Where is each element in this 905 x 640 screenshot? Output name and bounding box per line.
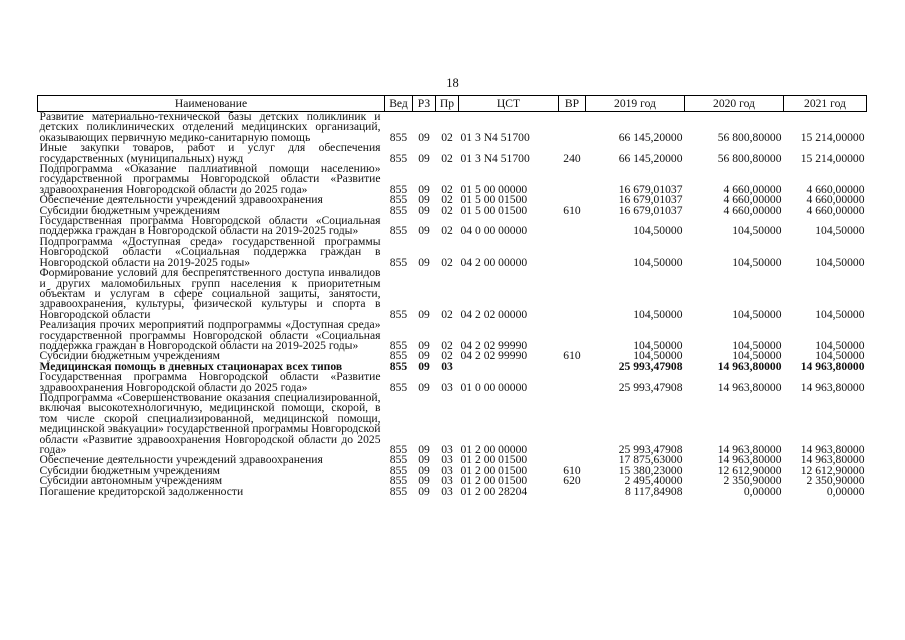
row-rz: 09 <box>418 474 430 488</box>
row-pr: 02 <box>441 182 453 196</box>
row-name: Обеспечение деятельности учреждений здравоохранения <box>39 453 323 467</box>
row-ved: 855 <box>389 224 408 238</box>
header-name: Наименование <box>38 96 385 112</box>
row-value-2020: 56 800,80000 <box>717 151 782 165</box>
row-vr: 620 <box>563 474 581 488</box>
row-pr: 03 <box>441 463 453 477</box>
table-row <box>38 487 867 497</box>
row-cst: 01 3 N4 51700 <box>460 130 530 144</box>
row-rz: 09 <box>418 203 430 217</box>
row-cst <box>459 362 559 372</box>
row-value-2021: 2 350,90000 <box>806 474 865 488</box>
row-value-2021: 14 963,80000 <box>800 453 865 467</box>
row-value-2021: 104,50000 <box>815 349 865 363</box>
row-pr: 02 <box>441 151 453 165</box>
row-cst: 01 2 00 00000 <box>460 443 528 456</box>
row-cst: 01 5 00 01500 <box>460 203 528 217</box>
table-row <box>38 112 867 144</box>
row-cst: 01 2 00 28204 <box>460 484 528 498</box>
row-rz: 09 <box>418 130 430 144</box>
row-name: Субсидии бюджетным учреждениям <box>39 203 220 217</box>
row-name: Субсидии бюджетным учреждениям <box>39 463 220 477</box>
row-name: Иные закупки товаров, работ и услуг для обеспечения государственных (муниципальных) нужд <box>39 141 381 165</box>
row-vr <box>559 372 586 393</box>
header-2019: 2019 год <box>586 96 685 112</box>
row-value-2021: 15 214,00000 <box>800 151 865 165</box>
row-vr <box>559 487 586 497</box>
row-pr: 02 <box>441 130 453 144</box>
row-rz: 09 <box>418 307 430 321</box>
row-value-2020: 104,50000 <box>732 338 782 352</box>
row-value-2021: 104,50000 <box>815 224 865 238</box>
row-value-2020: 0,00000 <box>743 484 782 498</box>
row-value-2019: 104,50000 <box>633 255 683 269</box>
row-pr: 02 <box>441 203 453 217</box>
row-vr <box>559 112 586 144</box>
row-rz: 09 <box>418 463 430 477</box>
row-cst: 01 3 N4 51700 <box>460 151 530 165</box>
row-name: Развитие материально-технической базы детских поликлиник и детских поликлинических отделений медицинских организаций, оказывающих первичную медико-санитарную помощь <box>39 110 381 144</box>
row-pr: 02 <box>441 338 453 352</box>
row-value-2020: 12 612,90000 <box>717 463 782 477</box>
row-name: Подпрограмма «Оказание паллиативной помощи населению» государственной программы Новгородской области «Развитие здравоохранения Новгородской области до 2025 года» <box>39 162 381 196</box>
row-value-2019: 16 679,01037 <box>618 203 683 217</box>
row-value-2019: 104,50000 <box>633 224 683 238</box>
row-value-2019: 66 145,20000 <box>618 151 683 165</box>
row-ved: 855 <box>389 349 408 363</box>
row-pr: 02 <box>441 255 453 269</box>
row-ved: 855 <box>389 182 408 196</box>
row-vr <box>559 216 586 237</box>
row-ved: 855 <box>389 463 408 477</box>
row-cst: 04 0 00 00000 <box>460 224 528 238</box>
row-ved: 855 <box>389 443 408 456</box>
table-row <box>38 320 867 351</box>
row-value-2019: 25 993,47908 <box>618 443 683 456</box>
row-name: Субсидии бюджетным учреждениям <box>39 349 220 363</box>
row-vr <box>559 237 586 268</box>
row-value-2019: 16 679,01037 <box>618 182 683 196</box>
row-vr <box>559 164 586 195</box>
row-cst: 04 2 02 99990 <box>460 349 528 363</box>
row-value-2020: 56 800,80000 <box>717 130 782 144</box>
header-rz: РЗ <box>413 96 436 112</box>
table-row <box>38 143 867 164</box>
row-rz: 09 <box>418 151 430 165</box>
row-pr: 02 <box>441 224 453 238</box>
row-value-2019: 2 495,40000 <box>624 474 683 488</box>
row-vr <box>559 268 586 320</box>
row-pr: 03 <box>441 453 453 467</box>
row-value-2021: 14 963,80000 <box>800 443 865 456</box>
row-value-2020: 104,50000 <box>732 224 782 238</box>
row-pr: 02 <box>441 193 453 207</box>
table-row <box>38 393 867 455</box>
row-value-2019: 25 993,47908 <box>618 380 683 394</box>
row-ved: 855 <box>389 484 408 498</box>
row-cst: 01 2 00 01500 <box>460 463 528 477</box>
row-ved: 855 <box>389 359 408 373</box>
row-value-2019: 104,50000 <box>633 338 683 352</box>
row-value-2019: 17 875,63000 <box>618 453 683 467</box>
row-cst: 01 2 00 01500 <box>460 453 528 467</box>
row-value-2021: 0,00000 <box>826 484 865 498</box>
row-rz: 09 <box>418 359 430 373</box>
row-pr: 03 <box>441 484 453 498</box>
row-value-2020: 14 963,80000 <box>717 380 782 394</box>
header-2021: 2021 год <box>784 96 867 112</box>
row-cst: 04 2 02 00000 <box>460 307 528 321</box>
row-vr: 610 <box>563 203 581 217</box>
row-value-2019: 104,50000 <box>633 349 683 363</box>
row-value-2020: 104,50000 <box>732 255 782 269</box>
row-value-2019: 25 993,47908 <box>618 359 683 373</box>
row-ved: 855 <box>389 151 408 165</box>
row-cst: 04 2 00 00000 <box>460 255 528 269</box>
row-value-2021: 14 963,80000 <box>800 359 865 373</box>
row-rz: 09 <box>418 182 430 196</box>
row-cst: 01 0 00 00000 <box>460 380 528 394</box>
row-value-2021: 104,50000 <box>815 255 865 269</box>
row-rz: 09 <box>418 453 430 467</box>
row-value-2020: 14 963,80000 <box>717 359 782 373</box>
row-rz: 09 <box>418 349 430 363</box>
table-row <box>38 164 867 195</box>
row-ved: 855 <box>389 338 408 352</box>
row-rz: 09 <box>418 255 430 269</box>
row-value-2020: 104,50000 <box>732 349 782 363</box>
row-value-2021: 4 660,00000 <box>806 193 865 207</box>
row-value-2020: 4 660,00000 <box>723 203 782 217</box>
row-value-2019: 8 117,84908 <box>624 484 683 498</box>
page-number: 18 <box>446 76 459 90</box>
row-value-2021: 4 660,00000 <box>806 203 865 217</box>
header-2020: 2020 год <box>685 96 784 112</box>
row-rz: 09 <box>418 224 430 238</box>
row-value-2019: 15 380,23000 <box>618 463 683 477</box>
row-name: Подпрограмма «Доступная среда» государственной программы Новгородской области «Социальная поддержка граждан в Новгородской области на 2019-2025 годы» <box>39 234 381 269</box>
row-value-2021: 104,50000 <box>815 338 865 352</box>
row-value-2019: 66 145,20000 <box>618 130 683 144</box>
row-rz: 09 <box>418 380 430 394</box>
row-ved: 855 <box>389 193 408 207</box>
table-body <box>38 112 867 498</box>
row-value-2021: 15 214,00000 <box>800 130 865 144</box>
row-vr: 240 <box>563 151 581 165</box>
row-vr <box>559 320 586 351</box>
row-ved: 855 <box>389 130 408 144</box>
row-name: Государственная программа Новгородской области «Развитие здравоохранения Новгородской области до 2025 года» <box>39 370 381 394</box>
row-rz: 09 <box>418 193 430 207</box>
row-ved: 855 <box>389 453 408 467</box>
row-ved: 855 <box>389 474 408 488</box>
row-value-2021: 4 660,00000 <box>806 182 865 196</box>
table-row <box>38 216 867 237</box>
row-ved: 855 <box>389 307 408 321</box>
header-pr: Пр <box>436 96 459 112</box>
row-vr: 610 <box>563 349 581 363</box>
row-cst: 01 2 00 01500 <box>460 474 528 488</box>
row-cst: 01 5 00 01500 <box>460 193 528 207</box>
row-rz: 09 <box>418 484 430 498</box>
row-name: Реализация прочих мероприятий подпрограммы «Доступная среда» государственной программы Новгородской области «Социальная поддержка граждан в Новгородской области на 2019-2025 годы» <box>39 318 381 352</box>
table-row <box>38 268 867 320</box>
row-cst: 01 5 00 00000 <box>460 182 528 196</box>
row-value-2021: 14 963,80000 <box>800 380 865 394</box>
row-name: Обеспечение деятельности учреждений здравоохранения <box>39 193 323 207</box>
row-rz: 09 <box>418 443 430 456</box>
row-value-2021: 104,50000 <box>815 307 865 321</box>
row-rz: 09 <box>418 338 430 352</box>
row-value-2019: 104,50000 <box>633 307 683 321</box>
row-vr: 610 <box>563 463 581 477</box>
row-value-2020: 4 660,00000 <box>723 193 782 207</box>
header-vr: ВР <box>559 96 586 112</box>
row-vr <box>559 393 586 455</box>
row-pr: 03 <box>441 359 453 373</box>
row-cst: 04 2 02 99990 <box>460 338 528 352</box>
row-value-2020: 104,50000 <box>732 307 782 321</box>
header-cst: ЦСТ <box>459 96 559 112</box>
row-name: Формирование условий для беспрепятственного доступа инвалидов и других маломобильных групп населения к приоритетным объектам и услугам в сфере социальной защиты, занятости, здравоохранения, культуры, физической культуры и спорта в Новгородской области <box>39 266 381 321</box>
budget-table <box>37 95 867 497</box>
table-row <box>38 372 867 393</box>
row-value-2021: 12 612,90000 <box>800 463 865 477</box>
row-pr: 02 <box>441 307 453 321</box>
row-value-2020: 4 660,00000 <box>723 182 782 196</box>
row-name: Государственная программа Новгородской области «Социальная поддержка граждан в Новгородской области на 2019-2025 годы» <box>39 214 381 238</box>
row-ved: 855 <box>389 380 408 394</box>
row-ved: 855 <box>389 203 408 217</box>
table-row <box>38 237 867 268</box>
row-value-2020: 2 350,90000 <box>723 474 782 488</box>
row-value-2020: 14 963,80000 <box>717 453 782 467</box>
row-ved: 855 <box>389 255 408 269</box>
row-value-2019: 16 679,01037 <box>618 193 683 207</box>
row-vr <box>559 362 586 372</box>
row-pr: 02 <box>441 349 453 363</box>
header-ved: Вед <box>385 96 413 112</box>
row-name: Субсидии автономным учреждениям <box>39 474 223 488</box>
row-name: Медицинская помощь в дневных стационарах всех типов <box>39 359 343 373</box>
row-pr: 03 <box>441 474 453 488</box>
row-pr: 03 <box>441 380 453 394</box>
row-value-2020: 14 963,80000 <box>717 443 782 456</box>
row-name: Подпрограмма «Совершенствование оказания специализированной, включая высокотехнологичную, медицинской помощи, скорой, в том числе скорой специализированной, медицинской помощи, медицинской эвакуации» государственной программы Новгородской области «Развитие здравоохранения Новгородской области до 2025 года» <box>39 390 381 456</box>
row-name: Погашение кредиторской задолженности <box>39 484 244 498</box>
row-pr: 03 <box>441 443 453 456</box>
